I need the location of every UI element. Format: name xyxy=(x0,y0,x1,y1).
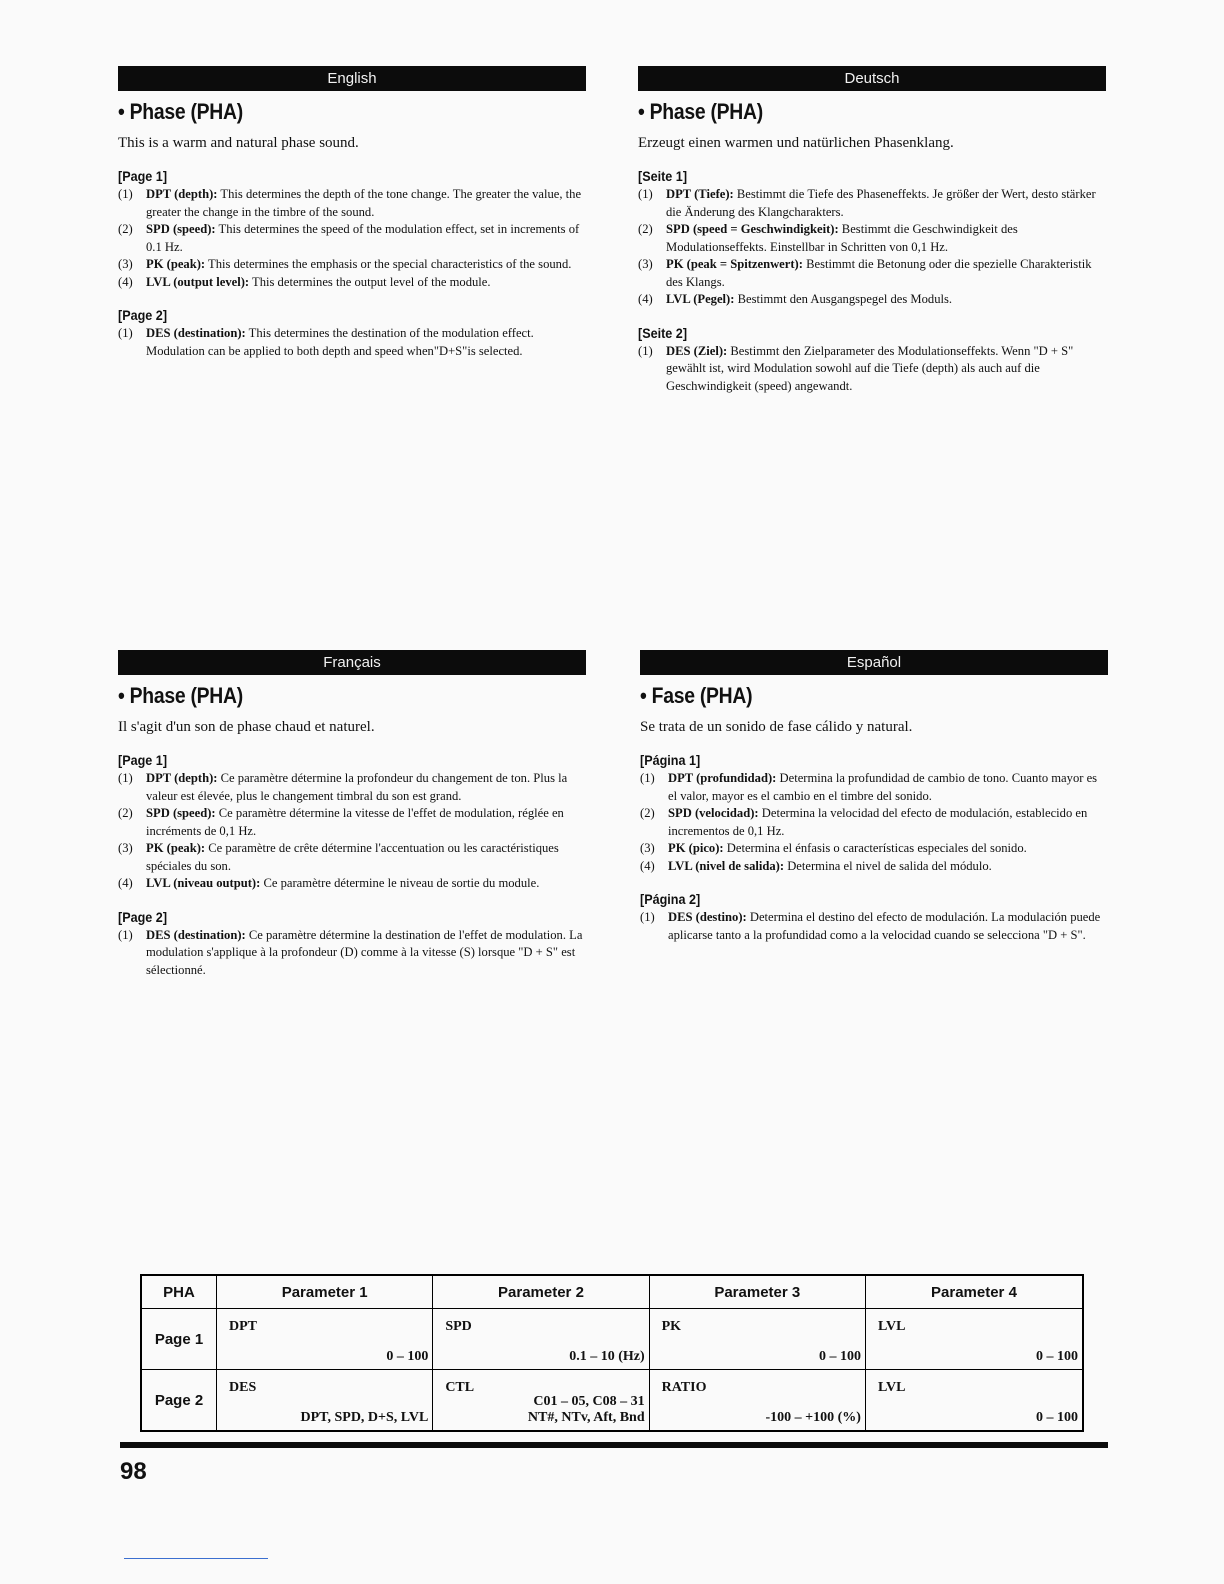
table-cell xyxy=(649,1309,865,1370)
table-cell xyxy=(433,1309,649,1370)
page-heading: [Página 2] xyxy=(640,891,701,907)
parameter-list xyxy=(640,909,1108,944)
intro-text: This is a warm and natural phase sound. xyxy=(118,135,359,151)
list-item: (3) PK (peak): This determines the emphasis or the special characteristics of the sound. xyxy=(118,257,572,271)
param-range-group xyxy=(528,1394,645,1426)
page-heading: [Seite 1] xyxy=(638,168,688,184)
list-item: (1) DPT (depth): This determines the depth of the tone change. The greater the value, the greater the change in the timbre of the sound. xyxy=(118,187,582,219)
list-item: (3) PK (pico): Determina el énfasis o características especiales del sonido. xyxy=(640,841,1027,855)
column-header: Parameter 2 xyxy=(433,1275,649,1309)
table-cell xyxy=(217,1309,433,1370)
list-item: (3) PK (peak): Ce paramètre de crête détermine l'accentuation ou les caractéristiques spéciales du son. xyxy=(118,841,559,873)
footer-rule xyxy=(120,1442,1108,1448)
param-name: DES xyxy=(229,1380,257,1395)
param-range: 0 – 100 xyxy=(818,1349,861,1364)
param-range: 0 – 100 xyxy=(1036,1349,1078,1364)
list-item: (1) DPT (profundidad): Determina la profundidad de cambio de tono. Cuanto mayor es el valor, mayor es el cambio en el timbre del sonido. xyxy=(640,771,1098,803)
page-heading: [Seite 2] xyxy=(638,324,688,341)
param-range: -100 – +100 (%) xyxy=(765,1410,861,1425)
section-title: • Fase (PHA) xyxy=(640,683,753,708)
parameter-list xyxy=(118,186,586,291)
list-item: (1) DES (Ziel): Bestimmt den Zielparameter des Modulationseffekts. Wenn "D + S" gewählt ist, wird Modulation sowohl auf die Tiefe (depth) als auch auf die Geschwindigkeit (speed) angewandt. xyxy=(638,343,1074,393)
list-item: (1) DES (destination): Ce paramètre détermine la destination de l'effet de modulation. La modulation s'applique à la profondeur (D) comme à la vitesse (S) lorsque "D + S" est sélectionné. xyxy=(118,927,583,977)
list-item: (2) SPD (speed): Ce paramètre détermine la vitesse de l'effet de modulation, réglée en incréments de 0,1 Hz. xyxy=(118,806,564,838)
param-range: 0 – 100 xyxy=(1036,1410,1078,1425)
param-name: PK xyxy=(661,1319,682,1334)
param-range: C01 – 05, C08 – 31 xyxy=(533,1394,645,1409)
parameter-list xyxy=(640,770,1108,875)
param-name: RATIO xyxy=(661,1380,707,1395)
page-number: 98 xyxy=(120,1458,147,1485)
list-item: (2) SPD (speed): This determines the speed of the modulation effect, set in increments of 0.1 Hz. xyxy=(118,222,580,254)
list-item: (4) LVL (nivel de salida): Determina el nivel de salida del módulo. xyxy=(640,858,992,873)
param-name: CTL xyxy=(445,1380,475,1395)
page-heading: [Page 2] xyxy=(118,908,168,925)
language-bar: English xyxy=(118,66,586,91)
section-espanol xyxy=(640,650,1108,944)
intro-text: Il s'agit d'un son de phase chaud et naturel. xyxy=(118,719,375,735)
divider xyxy=(124,1558,268,1559)
parameter-list xyxy=(638,186,1106,309)
intro-text: Erzeugt einen warmen und natürlichen Phasenklang. xyxy=(638,135,954,151)
table-cell xyxy=(865,1309,1083,1370)
list-item: (2) SPD (speed = Geschwindigkeit): Bestimmt die Geschwindigkeit des Modulationseffekts. Einstellbar in Schritten von 0,1 Hz. xyxy=(638,222,1018,254)
parameter-list xyxy=(118,325,586,360)
table-cell xyxy=(865,1370,1083,1432)
table-row xyxy=(141,1370,1083,1432)
table-corner: PHA xyxy=(141,1275,217,1309)
list-item: (2) SPD (velocidad): Determina la velocidad del efecto de modulación, establecido en incrementos de 0,1 Hz. xyxy=(640,806,1088,838)
section-title: • Phase (PHA) xyxy=(118,683,243,708)
list-item: (3) PK (peak = Spitzenwert): Bestimmt die Betonung oder die spezielle Charakteristik des Klangs. xyxy=(638,257,1092,289)
table-header-row xyxy=(141,1275,1083,1309)
intro-text: Se trata de un sonido de fase cálido y natural. xyxy=(640,719,913,735)
language-bar: Français xyxy=(118,650,586,675)
parameter-table xyxy=(140,1274,1084,1432)
param-name: LVL xyxy=(877,1319,906,1334)
param-name: LVL xyxy=(877,1380,906,1395)
section-title: • Phase (PHA) xyxy=(118,99,243,124)
page-heading: [Página 1] xyxy=(640,752,701,768)
parameter-list xyxy=(118,927,586,980)
section-francais xyxy=(118,650,586,979)
list-item: (1) DES (destino): Determina el destino del efecto de modulación. La modulación puede aplicarse tanto a la profundidad como a la velocidad cuando se selecciona "D + S". xyxy=(640,910,1101,942)
param-range: 0 – 100 xyxy=(386,1349,429,1364)
column-header: Parameter 1 xyxy=(217,1275,433,1309)
param-name: DPT xyxy=(229,1319,257,1334)
list-item: (4) LVL (Pegel): Bestimmt den Ausgangspegel des Moduls. xyxy=(638,292,953,306)
table-row xyxy=(141,1309,1083,1370)
page-heading: [Page 1] xyxy=(118,752,168,768)
table-cell xyxy=(433,1370,649,1432)
section-title: • Phase (PHA) xyxy=(638,99,763,124)
page-heading: [Page 2] xyxy=(118,307,168,323)
row-label: Page 1 xyxy=(141,1309,217,1370)
table-cell xyxy=(649,1370,865,1432)
list-item: (1) DES (destination): This determines the destination of the modulation effect. Modulation can be applied to both depth and speed when"D+S"is selected. xyxy=(118,326,534,358)
language-bar: Español xyxy=(640,650,1108,675)
list-item: (4) LVL (output level): This determines the output level of the module. xyxy=(118,274,491,289)
param-range: 0.1 – 10 (Hz) xyxy=(569,1349,645,1364)
param-range: DPT, SPD, D+S, LVL xyxy=(300,1410,429,1425)
param-name: SPD xyxy=(445,1319,472,1334)
row-label: Page 2 xyxy=(141,1370,217,1432)
list-item: (4) LVL (niveau output): Ce paramètre détermine le niveau de sortie du module. xyxy=(118,876,540,890)
parameter-list xyxy=(118,770,586,893)
table-cell xyxy=(217,1370,433,1432)
language-bar: Deutsch xyxy=(638,66,1106,91)
section-deutsch xyxy=(638,66,1106,395)
column-header: Parameter 3 xyxy=(649,1275,865,1309)
list-item: (1) DPT (Tiefe): Bestimmt die Tiefe des Phaseneffekts. Je größer der Wert, desto stärker die Änderung des Klangcharakters. xyxy=(638,187,1096,219)
list-item: (1) DPT (depth): Ce paramètre détermine la profondeur du changement de ton. Plus la valeur est élevée, plus le changement timbral du son est grand. xyxy=(118,771,568,803)
parameter-list xyxy=(638,343,1106,396)
column-header: Parameter 4 xyxy=(865,1275,1083,1309)
section-english xyxy=(118,66,586,360)
param-range-line2: NT#, NTv, Aft, Bnd xyxy=(527,1410,645,1425)
page-heading: [Page 1] xyxy=(118,168,168,184)
